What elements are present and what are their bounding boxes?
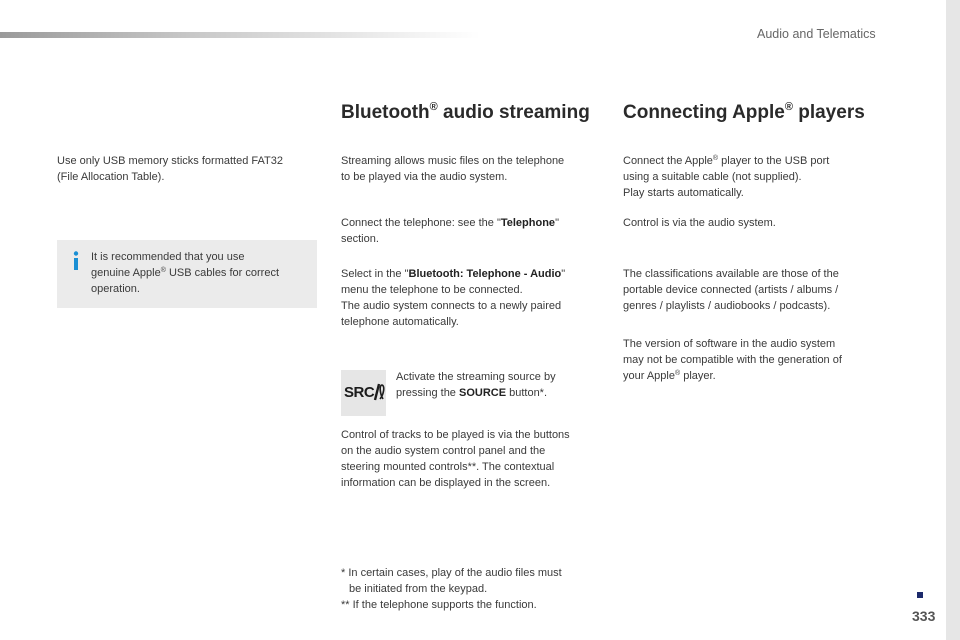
tip-text: USB cables for correct <box>165 267 279 279</box>
paragraph-text: Select in the " <box>341 268 409 280</box>
usb-format-note <box>57 153 283 185</box>
paragraph-line: to be played via the audio system. <box>341 171 508 183</box>
page-edge-strip <box>946 0 960 640</box>
heading-text: audio streaming <box>437 102 590 123</box>
apple-compatibility-note <box>623 336 842 384</box>
paragraph-line: The version of software in the audio system <box>623 338 836 350</box>
page-number: 333 <box>912 608 936 624</box>
registered-mark: ® <box>674 370 681 377</box>
paragraph-line: portable device connected (artists / albums / <box>623 284 839 296</box>
apple-classifications-info <box>623 266 839 314</box>
paragraph-line: Play starts automatically. <box>623 187 744 199</box>
registered-mark: ® <box>429 101 438 113</box>
header-gradient-bar <box>0 32 480 38</box>
heading-text: Connecting Apple <box>623 102 785 123</box>
activate-streaming-instruction <box>396 369 556 401</box>
source-toggle-glyph <box>370 382 386 402</box>
paragraph-line: The classifications available are those of the <box>623 268 839 280</box>
footnotes <box>341 565 562 613</box>
tip-text: genuine Apple <box>91 267 161 279</box>
footnote-line: be initiated from the keypad. <box>349 583 488 595</box>
paragraph-line: on the audio system control panel and the <box>341 445 546 457</box>
footnote-line: ** If the telephone supports the function. <box>341 599 537 611</box>
paragraph-line <box>623 153 829 169</box>
paragraph-line: may not be compatible with the generation of <box>623 354 842 366</box>
cable-recommendation-tip <box>91 249 279 297</box>
paragraph-line: using a suitable cable (not supplied). <box>623 171 802 183</box>
info-icon <box>72 251 80 271</box>
tip-line <box>91 265 279 281</box>
paragraph-text: Connect the telephone: see the " <box>341 217 501 229</box>
usb-note-line: Use only USB memory sticks formatted FAT32 <box>57 155 283 167</box>
bluetooth-menu-ref: Bluetooth: Telephone - Audio <box>408 268 562 280</box>
paragraph-text: button*. <box>506 387 548 399</box>
connect-telephone-instruction <box>341 215 559 247</box>
apple-control-info: Control is via the audio system. <box>623 217 776 229</box>
tip-line: It is recommended that you use <box>91 251 245 263</box>
section-header-title: Audio and Telematics <box>757 27 876 41</box>
paragraph-line <box>623 368 842 384</box>
usb-note-line: (File Allocation Table). <box>57 171 165 183</box>
registered-mark: ® <box>712 155 719 162</box>
paragraph-text: Connect the Apple <box>623 155 713 167</box>
paragraph-line: Control of tracks to be played is via the buttons <box>341 429 570 441</box>
paragraph-text: pressing the <box>396 387 459 399</box>
connect-apple-instruction <box>623 153 829 201</box>
paragraph-line: The audio system connects to a newly paired <box>341 300 562 312</box>
paragraph-line: genres / playlists / audiobooks / podcasts). <box>623 300 831 312</box>
telephone-section-ref: Telephone <box>500 217 556 229</box>
source-button-ref: SOURCE <box>458 387 507 399</box>
heading-text: players <box>792 102 865 123</box>
paragraph-text: " <box>561 268 566 280</box>
select-telephone-instruction <box>341 266 565 330</box>
paragraph-line: Activate the streaming source by <box>396 371 556 383</box>
tip-line: operation. <box>91 283 140 295</box>
paragraph-text: " <box>555 217 559 229</box>
paragraph-line: Streaming allows music files on the telephone <box>341 155 565 167</box>
registered-mark: ® <box>784 101 793 113</box>
streaming-intro <box>341 153 564 185</box>
bluetooth-section-heading <box>341 102 590 124</box>
paragraph-line <box>341 215 559 231</box>
paragraph-line: menu the telephone to be connected. <box>341 284 523 296</box>
src-label: SRC <box>344 384 375 401</box>
apple-section-heading <box>623 102 865 124</box>
paragraph-text: player. <box>680 370 716 382</box>
paragraph-line: information can be displayed in the screen. <box>341 477 551 489</box>
paragraph-line: steering mounted controls**. The contextual <box>341 461 555 473</box>
paragraph-text: player to the USB port <box>718 155 830 167</box>
paragraph-line <box>396 385 556 401</box>
paragraph-line: telephone automatically. <box>341 316 459 328</box>
registered-mark: ® <box>160 267 166 274</box>
paragraph-line: section. <box>341 233 379 245</box>
track-control-info <box>341 427 570 491</box>
paragraph-text: your Apple <box>623 370 675 382</box>
page-marker <box>917 592 923 598</box>
footnote-line: * In certain cases, play of the audio files must <box>341 567 562 579</box>
heading-text: Bluetooth <box>341 102 430 123</box>
paragraph-line <box>341 266 565 282</box>
